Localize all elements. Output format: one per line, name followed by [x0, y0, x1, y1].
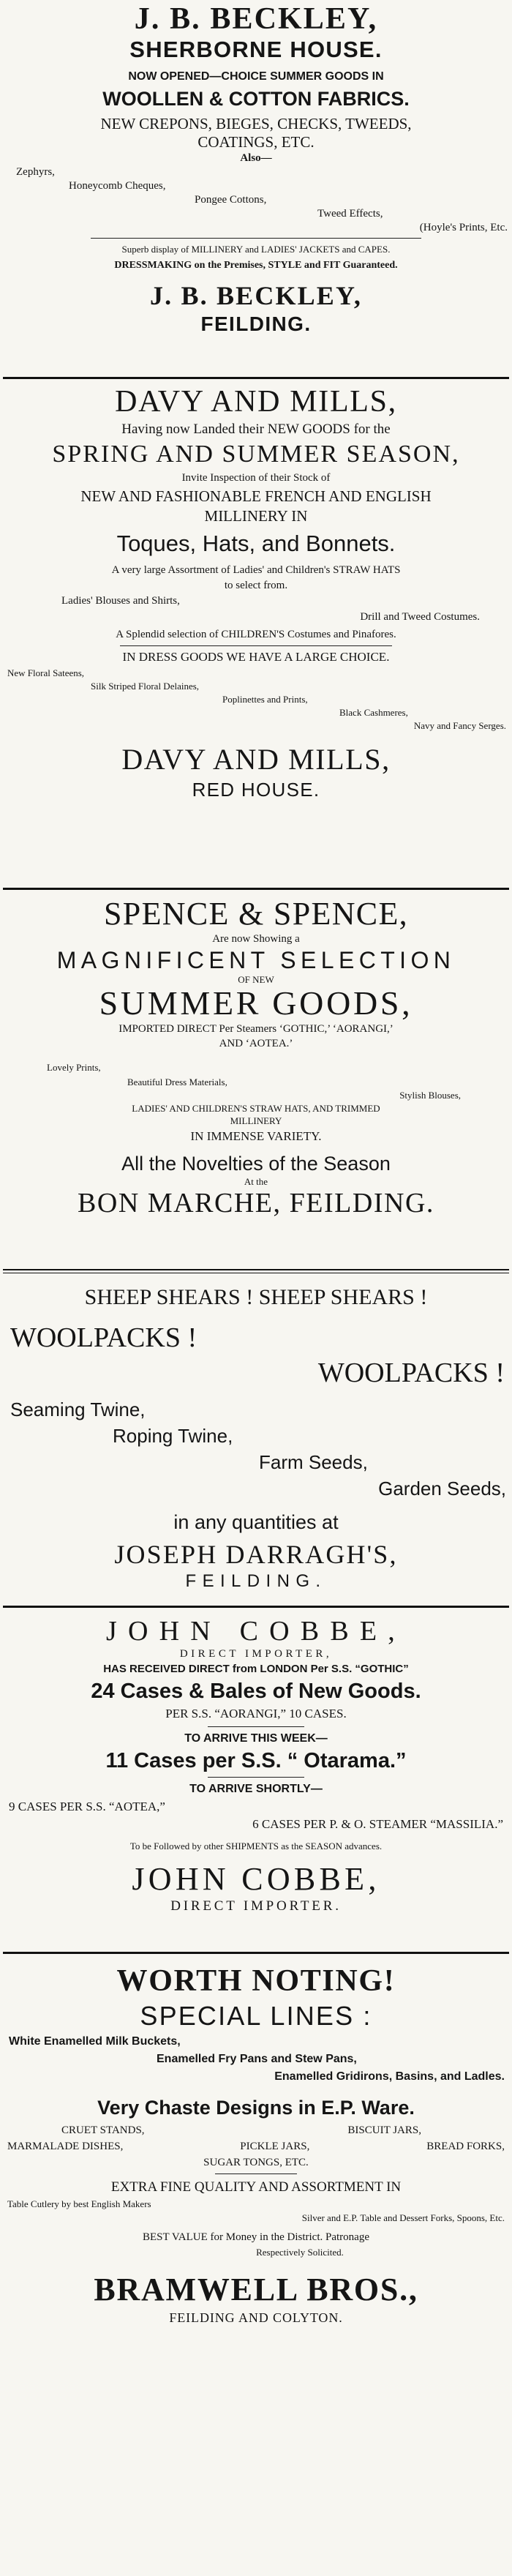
bramwell-signature-town: FEILDING AND COLYTON.: [169, 2310, 343, 2325]
davy-landed: Having now Landed their NEW GOODS for the: [121, 422, 391, 437]
beckley-honeycomb: Honeycomb Cheques,: [69, 180, 166, 192]
davy-millinery: MILLINERY IN: [204, 507, 308, 525]
spence-stylish: Stylish Blouses,: [399, 1090, 461, 1101]
davy-silk-striped: Silk Striped Floral Delaines,: [91, 681, 200, 692]
darragh-roping: Roping Twine,: [113, 1425, 233, 1447]
beckley-signature-town: FEILDING.: [200, 312, 312, 335]
spence-beautiful: Beautiful Dress Materials,: [127, 1077, 227, 1087]
spence-imported: IMPORTED DIRECT Per Steamers ‘GOTHIC,’ ‘AORANGI,’: [118, 1023, 394, 1035]
davy-straw2: to select from.: [224, 580, 288, 591]
cobbe-direct: DIRECT IMPORTER,: [179, 1648, 333, 1660]
beckley-zephyrs: Zephyrs,: [16, 166, 55, 178]
beckley-hoyles: (Hoyle's Prints, Etc.: [419, 222, 508, 233]
davy-signature-name: DAVY AND MILLS,: [121, 743, 391, 776]
davy-name: DAVY AND MILLS,: [115, 385, 397, 419]
spence-name: SPENCE & SPENCE,: [104, 896, 408, 932]
davy-toques: Toques, Hats, and Bonnets.: [116, 531, 396, 556]
cobbe-otarama: 11 Cases per S.S. “ Otarama.”: [105, 1749, 407, 1772]
bramwell-marmalade: MARMALADE DISHES,: [7, 2141, 124, 2152]
beckley-tweed-effects: Tweed Effects,: [317, 208, 383, 220]
spence-lovely: Lovely Prints,: [47, 1062, 101, 1073]
darragh-seaming: Seaming Twine,: [10, 1399, 146, 1420]
bramwell-gridirons: Enamelled Gridirons, Basins, and Ladles.: [274, 2070, 505, 2083]
beckley-name: J. B. BECKLEY,: [134, 2, 378, 36]
bramwell-biscuit: BISCUIT JARS,: [347, 2124, 421, 2136]
cobbe-aotea: 9 CASES PER S.S. “AOTEA,”: [9, 1800, 165, 1813]
darragh-garden: Garden Seeds,: [378, 1478, 506, 1499]
davy-new-fashionable: NEW AND FASHIONABLE FRENCH AND ENGLISH: [80, 487, 432, 505]
bramwell-extra: EXTRA FINE QUALITY AND ASSORTMENT IN: [110, 2179, 402, 2195]
bramwell-cruet: CRUET STANDS,: [61, 2124, 145, 2136]
darragh-woolpacks2: WOOLPACKS !: [317, 1358, 505, 1388]
spence-advertisement: [3, 890, 509, 1269]
beckley-fabrics: WOOLLEN & COTTON FABRICS.: [102, 88, 410, 110]
spence-millinery: MILLINERY: [230, 1115, 282, 1126]
cobbe-name: JOHN COBBE,: [105, 1616, 406, 1647]
spence-straw-hats: LADIES' AND CHILDREN'S STRAW HATS, AND TRIMMED: [132, 1103, 380, 1114]
davy-straw1: A very large Assortment of Ladies' and Children's STRAW HATS: [111, 564, 401, 576]
darragh-woolpacks1: WOOLPACKS !: [10, 1322, 197, 1353]
bramwell-advertisement: [3, 1954, 509, 2422]
beckley-dressmaking: DRESSMAKING on the Premises, STYLE and FIT Guaranteed.: [114, 260, 398, 271]
spence-showing: Are now Showing a: [212, 933, 300, 945]
spence-immense: IN IMMENSE VARIETY.: [190, 1129, 322, 1143]
cobbe-arrive-shortly: TO ARRIVE SHORTLY—: [189, 1783, 323, 1795]
spence-summer-goods: SUMMER GOODS,: [99, 985, 413, 1022]
davy-floral-sateens: New Floral Sateens,: [7, 667, 85, 678]
beckley-opened: NOW OPENED—CHOICE SUMMER GOODS IN: [128, 70, 384, 83]
davy-invite: Invite Inspection of their Stock of: [181, 472, 331, 484]
beckley-advertisement: [3, 0, 509, 377]
bramwell-buckets: White Enamelled Milk Buckets,: [9, 2035, 181, 2048]
davy-season: SPRING AND SUMMER SEASON,: [52, 441, 460, 468]
bramwell-sugar: SUGAR TONGS, ETC.: [203, 2157, 309, 2168]
davy-mills-advertisement: [3, 379, 509, 888]
davy-dress-goods: IN DRESS GOODS WE HAVE A LARGE CHOICE.: [122, 650, 390, 664]
bramwell-row-1: [3, 2122, 509, 2138]
bramwell-bread: BREAD FORKS,: [426, 2141, 505, 2152]
bramwell-row-2: [3, 2138, 509, 2154]
cobbe-received: HAS RECEIVED DIRECT from LONDON Per S.S. “GOTHIC”: [103, 1663, 409, 1675]
bramwell-best-value: BEST VALUE for Money in the District. Patronage: [143, 2231, 369, 2243]
bramwell-respectively: Respectively Solicited.: [256, 2247, 344, 2258]
davy-blouses: Ladies' Blouses and Shirts,: [61, 595, 180, 607]
cobbe-arrive-week: TO ARRIVE THIS WEEK—: [184, 1732, 328, 1745]
beckley-new-line1: NEW CREPONS, BIEGES, CHECKS, TWEEDS,: [100, 115, 412, 132]
cobbe-signature-name: JOHN COBBE,: [132, 1861, 380, 1897]
davy-serges: Navy and Fancy Serges.: [413, 720, 506, 731]
cobbe-advertisement: [3, 1608, 509, 1952]
beckley-house: SHERBORNE HOUSE.: [129, 37, 383, 62]
bramwell-silver: Silver and E.P. Table and Dessert Forks, Spoons, Etc.: [301, 2212, 505, 2223]
darragh-name: JOSEPH DARRAGH'S,: [114, 1540, 398, 1569]
spence-and-aotea: AND ‘AOTEA.’: [219, 1038, 293, 1049]
beckley-signature-name: J. B. BECKLEY,: [150, 281, 362, 310]
darragh-shears: SHEEP SHEARS ! SHEEP SHEARS !: [84, 1285, 428, 1309]
cobbe-divider-2: [208, 1777, 304, 1778]
bramwell-worth: WORTH NOTING!: [116, 1964, 396, 1998]
bramwell-pickle: PICKLE JARS,: [240, 2141, 310, 2152]
davy-childrens: A Splendid selection of CHILDREN'S Costumes and Pinafores.: [116, 629, 396, 640]
beckley-new-line2: COATINGS, ETC.: [197, 133, 315, 151]
spence-of-new: OF NEW: [238, 975, 274, 985]
davy-cashmeres: Black Cashmeres,: [339, 707, 408, 718]
cobbe-massilia: 6 CASES PER P. & O. STEAMER “MASSILIA.”: [252, 1817, 503, 1831]
spence-bon-marche: BON MARCHE, FEILDING.: [78, 1188, 434, 1218]
beckley-also: Also—: [240, 152, 272, 164]
davy-poplinettes: Poplinettes and Prints,: [222, 694, 308, 705]
darragh-town: FEILDING.: [185, 1571, 327, 1591]
bramwell-chaste: Very Chaste Designs in E.P. Ware.: [97, 2097, 415, 2119]
darragh-advertisement: [3, 1273, 509, 1606]
beckley-superb: Superb display of MILLINERY and LADIES' JACKETS and CAPES.: [121, 244, 391, 255]
spence-magnificent: MAGNIFICENT SELECTION: [56, 947, 456, 973]
darragh-quantities: in any quantities at: [173, 1511, 339, 1533]
cobbe-followed: To be Followed by other SHIPMENTS as the SEASON advances.: [129, 1841, 383, 1852]
bramwell-fry-pans: Enamelled Fry Pans and Stew Pans,: [157, 2053, 357, 2065]
cobbe-divider-1: [208, 1726, 304, 1727]
beckley-divider: [91, 238, 421, 239]
cobbe-cases24: 24 Cases & Bales of New Goods.: [91, 1680, 421, 1703]
bramwell-cutlery: Table Cutlery by best English Makers: [7, 2198, 151, 2209]
bramwell-special: SPECIAL LINES :: [140, 2001, 372, 2031]
darragh-farm: Farm Seeds,: [259, 1451, 368, 1473]
spence-at-the: At the: [244, 1177, 268, 1187]
cobbe-signature-direct: DIRECT IMPORTER.: [170, 1898, 342, 1914]
spence-novelties: All the Novelties of the Season: [121, 1153, 391, 1175]
davy-drill: Drill and Tweed Costumes.: [360, 611, 480, 623]
cobbe-aorangi: PER S.S. “AORANGI,” 10 CASES.: [165, 1707, 347, 1721]
bramwell-signature-name: BRAMWELL BROS.,: [94, 2272, 418, 2307]
davy-signature-house: RED HOUSE.: [192, 779, 320, 801]
davy-divider: [120, 645, 392, 646]
beckley-pongee: Pongee Cottons,: [195, 194, 267, 206]
